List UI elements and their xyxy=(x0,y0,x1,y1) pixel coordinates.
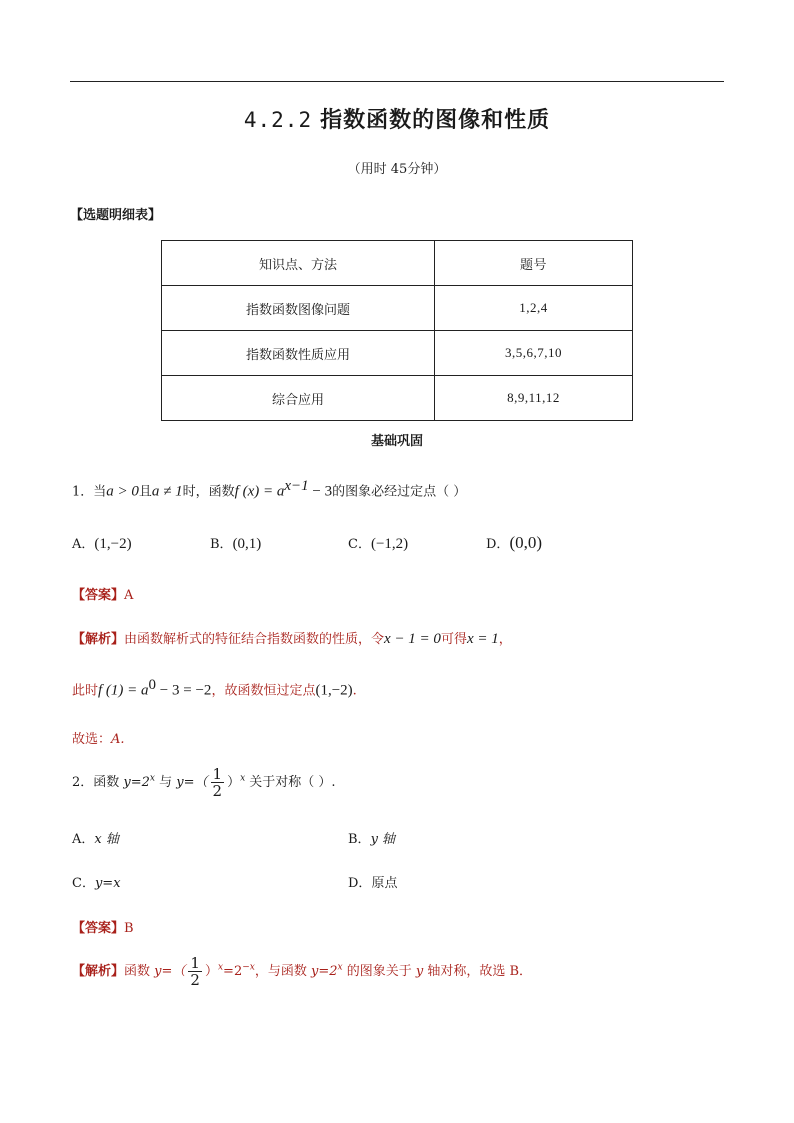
analysis-math-exponent: 0 xyxy=(148,677,157,693)
answer-label: 【答案】 xyxy=(72,921,125,936)
q1-option-a[interactable] xyxy=(72,533,132,553)
q1-analysis-line-2 xyxy=(72,677,357,699)
q2-suffix: 关于对称（ ）. xyxy=(245,775,336,790)
option-letter: A． xyxy=(72,537,95,552)
table-cell: 综合应用 xyxy=(162,376,435,421)
analysis-text: ，与函数 xyxy=(254,964,311,979)
q1-function-exponent: x−1 xyxy=(284,478,309,494)
q1-option-d[interactable] xyxy=(486,533,542,553)
analysis-text: 此时 xyxy=(72,683,99,699)
option-value: (1,−2) xyxy=(94,536,132,552)
q2-prefix: 2．函数 xyxy=(72,775,124,790)
analysis-math: y=2 xyxy=(310,964,338,979)
analysis-math: y=（ xyxy=(154,964,186,979)
analysis-math-exponent: x xyxy=(217,962,224,973)
option-value: x 轴 xyxy=(94,832,119,847)
q2-function-1-exponent: x xyxy=(149,773,155,784)
q2-function-2: y=（ xyxy=(176,775,208,790)
table-cell: 指数函数性质应用 xyxy=(162,331,435,376)
analysis-math: ） xyxy=(204,964,218,979)
q2-option-a[interactable] xyxy=(72,828,119,847)
analysis-fraction xyxy=(188,955,202,988)
analysis-math-exponent: −x xyxy=(242,962,255,973)
option-letter: D． xyxy=(486,537,510,552)
analysis-text: . xyxy=(352,683,357,699)
header-rule xyxy=(70,81,724,82)
analysis-math-exponent: x xyxy=(337,962,343,973)
q1-condition-a: a > 0 xyxy=(106,483,139,500)
conclusion-text: 故选： xyxy=(72,732,112,747)
option-value: 原点 xyxy=(371,876,398,891)
analysis-math: y xyxy=(415,964,424,979)
section-title: 基础巩固 xyxy=(370,434,423,449)
option-value: (0,0) xyxy=(509,533,543,552)
table-row xyxy=(162,331,633,376)
q2-fraction xyxy=(211,766,225,799)
q2-function-1: y=2 xyxy=(123,775,150,790)
option-letter: B． xyxy=(348,832,371,847)
option-letter: D． xyxy=(348,876,372,891)
table-row xyxy=(162,286,633,331)
q1-prefix: 1．当 xyxy=(72,484,107,500)
analysis-text: ，故函数恒过定点 xyxy=(211,683,316,699)
option-value: (−1,2) xyxy=(370,536,409,552)
analysis-math: − 3 = −2 xyxy=(156,682,212,699)
table-cell: 8,9,11,12 xyxy=(435,376,633,421)
q2-option-b[interactable] xyxy=(348,828,395,847)
table-header-cell: 题号 xyxy=(435,241,633,286)
q2-option-c[interactable] xyxy=(72,872,121,891)
table-cell: 3,5,6,7,10 xyxy=(435,331,633,376)
page-title xyxy=(0,103,794,134)
answer-value: B xyxy=(124,921,134,936)
analysis-math: =2 xyxy=(223,964,243,979)
analysis-math: x − 1 = 0 xyxy=(384,631,441,647)
q1-suffix: 的图象必经过定点（ ） xyxy=(332,484,467,500)
question-2-stem xyxy=(72,766,336,799)
analysis-text: 函数 xyxy=(124,964,155,979)
q1-option-c[interactable] xyxy=(348,533,408,553)
q1-analysis-line-1 xyxy=(72,628,512,648)
q1-option-b[interactable] xyxy=(210,533,261,553)
analysis-math: (1,−2) xyxy=(315,682,353,699)
option-letter: A． xyxy=(72,832,95,847)
q2-connector: 与 xyxy=(155,775,177,790)
fraction-numerator: 1 xyxy=(212,765,223,783)
table-header-row xyxy=(162,241,633,286)
title-number: 4.2.2 xyxy=(243,108,313,132)
option-letter: C． xyxy=(348,537,371,552)
q1-function-tail: − 3 xyxy=(308,483,333,500)
answer-value: A xyxy=(124,588,134,603)
fraction-denominator: 2 xyxy=(212,782,223,800)
q2-function-2-close: ） xyxy=(227,775,241,790)
question-1-stem xyxy=(72,478,466,500)
q1-condition-b: a ≠ 1 xyxy=(151,483,183,500)
option-value: y=x xyxy=(94,876,121,891)
option-letter: B． xyxy=(210,537,233,552)
analysis-math: x = 1 xyxy=(466,631,499,647)
analysis-text: ， xyxy=(498,632,512,647)
time-subtitle: （用时 45分钟） xyxy=(347,162,447,177)
answer-label: 【答案】 xyxy=(72,588,125,603)
table-row xyxy=(162,376,633,421)
title-text: 指数函数的图像和性质 xyxy=(320,107,551,133)
conclusion-value: A. xyxy=(111,732,125,747)
q1-answer xyxy=(72,584,133,603)
q2-answer xyxy=(72,917,134,936)
q1-function: f (x) = a xyxy=(234,483,285,500)
table-cell: 指数函数图像问题 xyxy=(162,286,435,331)
fraction-numerator: 1 xyxy=(190,954,200,972)
analysis-text: 轴对称，故选 B． xyxy=(423,964,533,979)
option-value: y 轴 xyxy=(370,832,396,847)
option-value: (0,1) xyxy=(232,536,262,552)
q1-connector: 且 xyxy=(138,484,152,500)
q1-connector-2: 时，函数 xyxy=(182,484,235,500)
fraction-denominator: 2 xyxy=(190,971,200,989)
table-cell: 1,2,4 xyxy=(435,286,633,331)
analysis-math: f (1) = a xyxy=(98,682,149,699)
analysis-label: 【解析】 xyxy=(72,632,125,647)
topic-detail-table xyxy=(161,240,633,421)
q2-option-d[interactable] xyxy=(348,872,397,891)
table-header-cell: 知识点、方法 xyxy=(162,241,435,286)
detail-table-label: 【选题明细表】 xyxy=(70,208,162,223)
analysis-text: 可得 xyxy=(440,632,467,647)
analysis-text: 由函数解析式的特征结合指数函数的性质，令 xyxy=(124,632,385,647)
q2-function-2-exponent: x xyxy=(240,773,246,784)
q1-conclusion xyxy=(72,728,125,747)
q2-analysis xyxy=(72,955,532,988)
analysis-label: 【解析】 xyxy=(72,964,125,979)
option-letter: C． xyxy=(72,876,95,891)
analysis-text: 的图象关于 xyxy=(342,964,416,979)
